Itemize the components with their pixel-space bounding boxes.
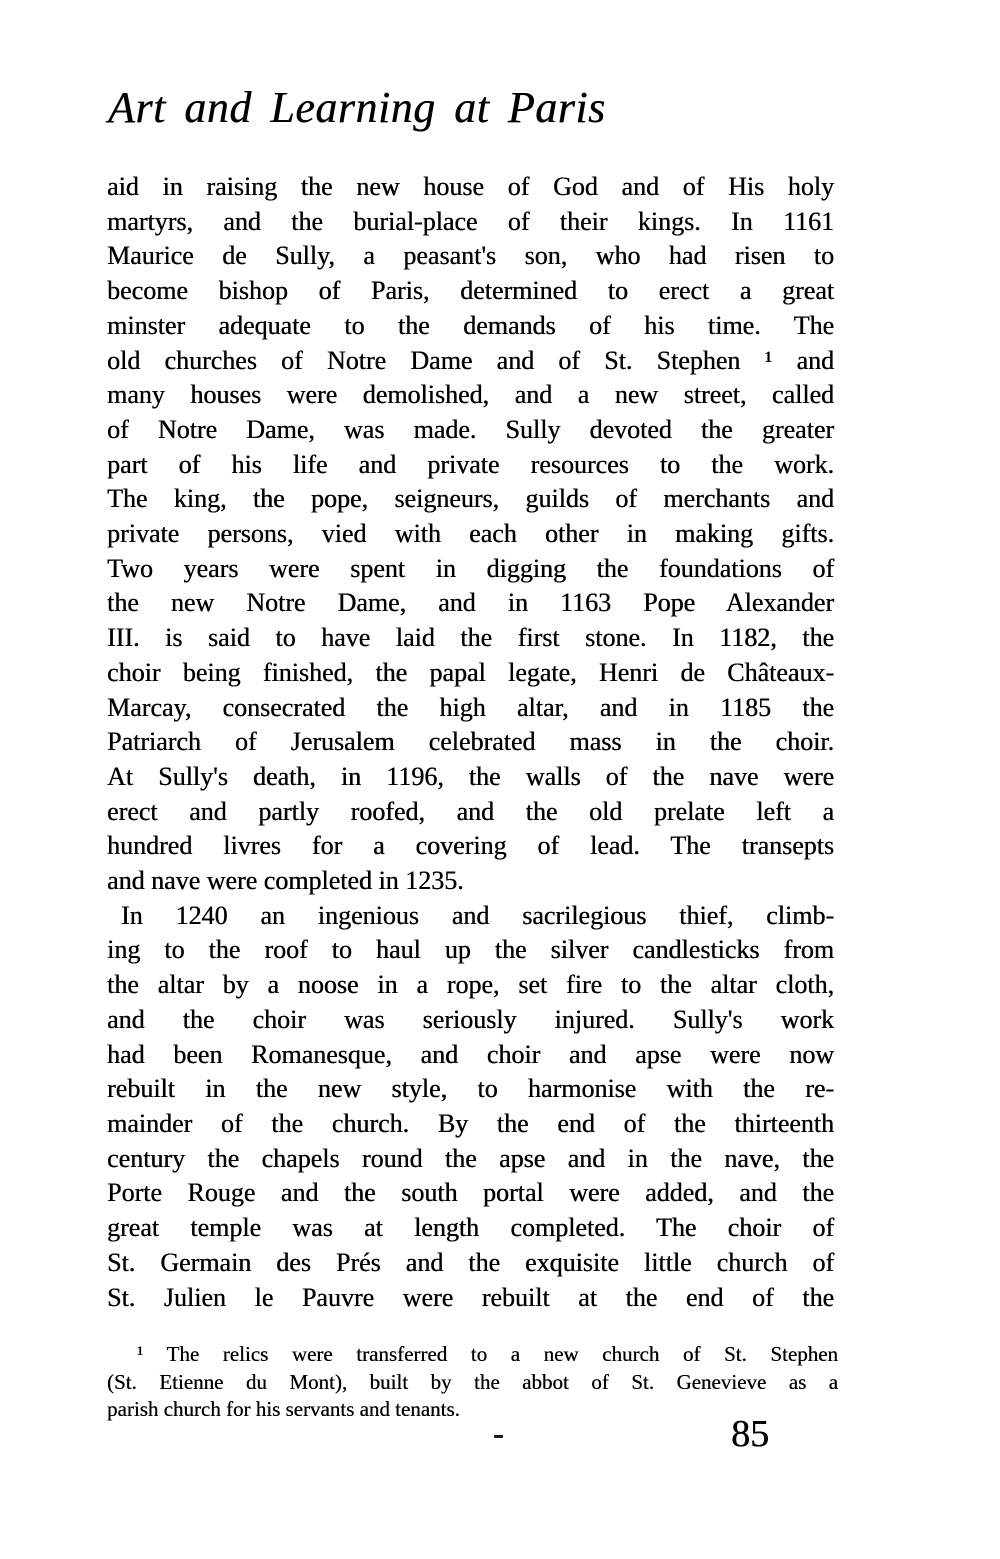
body-line: minster adequate to the demands of his time. The [107,310,834,340]
body-line: old churches of Notre Dame and of St. Stephen ¹ and [107,345,834,375]
body-line: St. Germain des Prés and the exquisite little church of [107,1247,834,1277]
footnote [107,1341,838,1424]
body-line: had been Romanesque, and choir and apse were now [107,1039,834,1069]
footnote-line: parish church for his servants and tenants. [107,1397,460,1421]
body-line: and nave were completed in 1235. [107,866,464,896]
page-number: 85 [731,1413,769,1455]
body-line: Maurice de Sully, a peasant's son, who had risen to [107,241,834,271]
body-line: At Sully's death, in 1196, the walls of the nave were [107,761,834,791]
body-line: mainder of the church. By the end of the thirteenth [107,1108,834,1138]
body-line: private persons, vied with each other in making gifts. [107,519,834,549]
body-line: ing to the roof to haul up the silver candlesticks from [107,935,834,965]
body-line: In 1240 an ingenious and sacrilegious thief, climb- [121,900,834,930]
body-text [107,170,834,1315]
body-line: the new Notre Dame, and in 1163 Pope Alexander [107,588,834,618]
body-line: part of his life and private resources to the work. [107,449,834,479]
body-line: Porte Rouge and the south portal were added, and the [107,1178,834,1208]
body-line: the altar by a noose in a rope, set fire to the altar cloth, [107,970,834,1000]
footnote-line: ¹ The relics were transferred to a new church of St. Stephen [137,1342,838,1366]
body-line: hundred livres for a covering of lead. The transepts [107,831,834,861]
body-line: and the choir was seriously injured. Sully's work [107,1004,834,1034]
body-line: great temple was at length completed. The choir of [107,1213,834,1243]
body-line: become bishop of Paris, determined to erect a great [107,276,834,306]
body-line: III. is said to have laid the first stone. In 1182, the [107,623,834,653]
scan-artifact-dash [494,1435,503,1438]
body-line: aid in raising the new house of God and of His holy [107,172,834,201]
body-line: of Notre Dame, was made. Sully devoted the greater [107,414,834,444]
body-line: choir being finished, the papal legate, Henri de Châteaux- [107,657,834,687]
body-line: erect and partly roofed, and the old prelate left a [107,796,834,826]
body-line: Marcay, consecrated the high altar, and in 1185 the [107,692,834,722]
page-title: Art and Learning at Paris [108,83,606,132]
body-line: The king, the pope, seigneurs, guilds of merchants and [107,484,834,514]
body-line: martyrs, and the burial-place of their kings. In 1161 [107,206,834,236]
body-line: century the chapels round the apse and in the nave, the [107,1143,834,1173]
footnote-line: (St. Etienne du Mont), built by the abbot of St. Genevieve as a [107,1369,838,1394]
body-line: Two years were spent in digging the foundations of [107,553,834,583]
body-line: many houses were demolished, and a new street, called [107,380,834,410]
body-line: St. Julien le Pauvre were rebuilt at the end of the [107,1282,834,1312]
body-line: Patriarch of Jerusalem celebrated mass in the choir. [107,727,834,757]
body-line: rebuilt in the new style, to harmonise with the re- [107,1074,834,1104]
